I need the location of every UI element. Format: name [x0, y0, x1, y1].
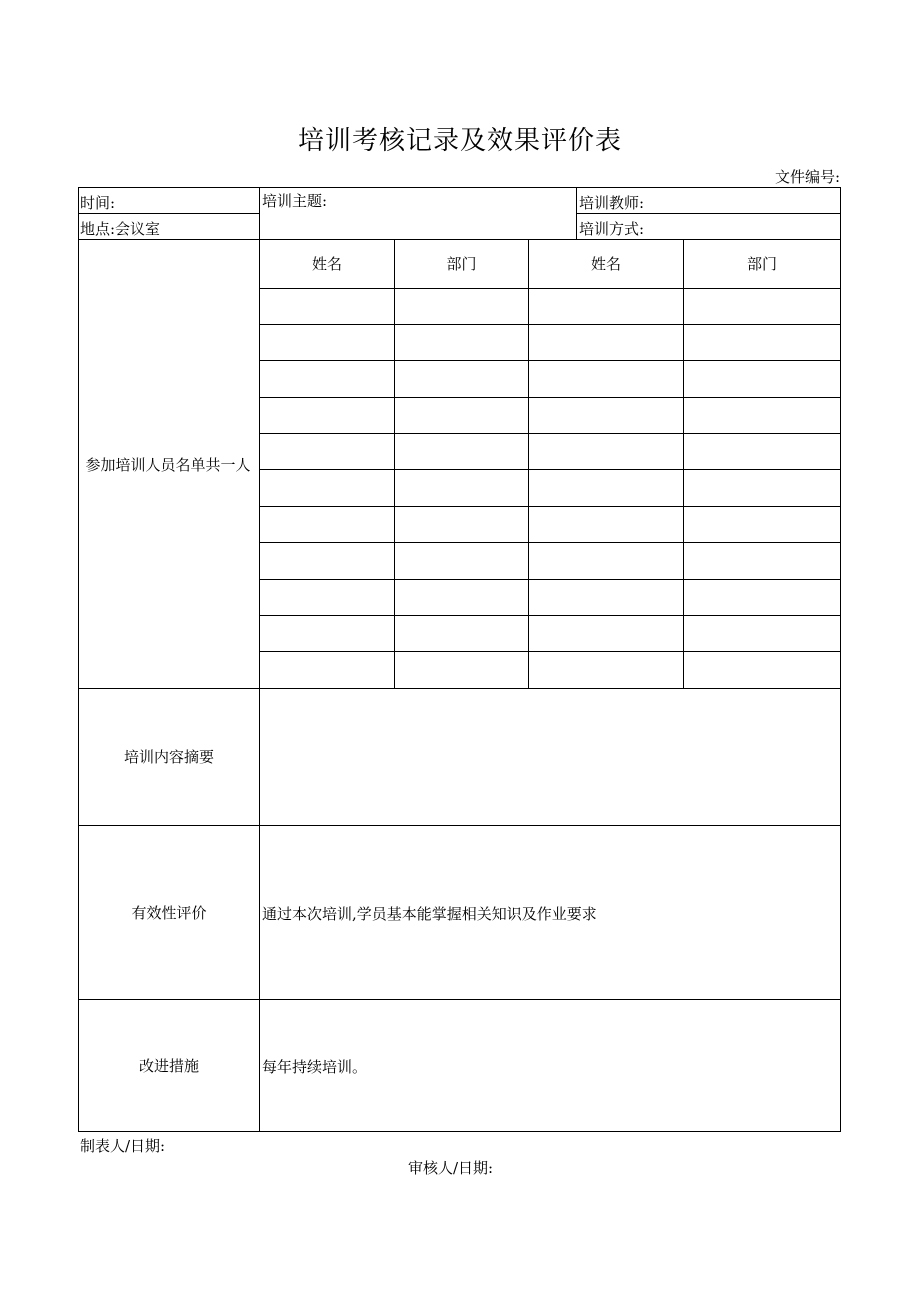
- table-border-top: [78, 187, 841, 188]
- participants-col-3: [683, 239, 684, 689]
- method-field[interactable]: 培训方式:: [579, 220, 645, 238]
- content-summary-label: 培训内容摘要: [123, 748, 214, 766]
- participants-row-line: [259, 506, 841, 507]
- header-divider-left: [78, 213, 259, 214]
- participants-row-line: [259, 615, 841, 616]
- header-col-divider-topic: [576, 187, 577, 240]
- participants-row-line: [259, 651, 841, 652]
- participants-row-line: [259, 579, 841, 580]
- table-border-right: [840, 187, 841, 1132]
- time-field[interactable]: 时间:: [80, 194, 116, 212]
- participants-col-1: [394, 239, 395, 689]
- effectiveness-value[interactable]: 通过本次培训,学员基本能掌握相关知识及作业要求: [262, 905, 597, 923]
- participants-row-line: [259, 433, 841, 434]
- participants-row-line: [259, 397, 841, 398]
- table-border-bottom: [78, 1131, 841, 1132]
- teacher-field[interactable]: 培训教师:: [579, 194, 645, 212]
- participants-row-line: [259, 324, 841, 325]
- location-field[interactable]: 地点:会议室: [80, 220, 161, 238]
- reviewer-signature-label: 审核人/日期:: [408, 1159, 494, 1177]
- participants-col-2: [528, 239, 529, 689]
- topic-field[interactable]: 培训主题:: [262, 192, 328, 210]
- improvement-value[interactable]: 每年持续培训。: [262, 1058, 368, 1076]
- participants-row-line: [259, 542, 841, 543]
- header-divider-right: [576, 213, 841, 214]
- column-header-dept-2: 部门: [746, 255, 777, 273]
- participants-row-line: [259, 360, 841, 361]
- maker-signature-label: 制表人/日期:: [80, 1137, 166, 1155]
- page-title: 培训考核记录及效果评价表: [297, 126, 622, 156]
- column-header-name-2: 姓名: [590, 255, 621, 273]
- participants-row-line: [259, 469, 841, 470]
- participants-row-line: [259, 288, 841, 289]
- improvement-label: 改进措施: [138, 1056, 199, 1075]
- participants-label: 参加培训人员名单共一人: [85, 456, 251, 474]
- column-header-name-1: 姓名: [311, 255, 342, 273]
- file-number-label: 文件编号:: [774, 168, 840, 186]
- label-column-divider: [259, 187, 260, 1132]
- effectiveness-label: 有效性评价: [131, 903, 207, 922]
- column-header-dept-1: 部门: [446, 255, 477, 273]
